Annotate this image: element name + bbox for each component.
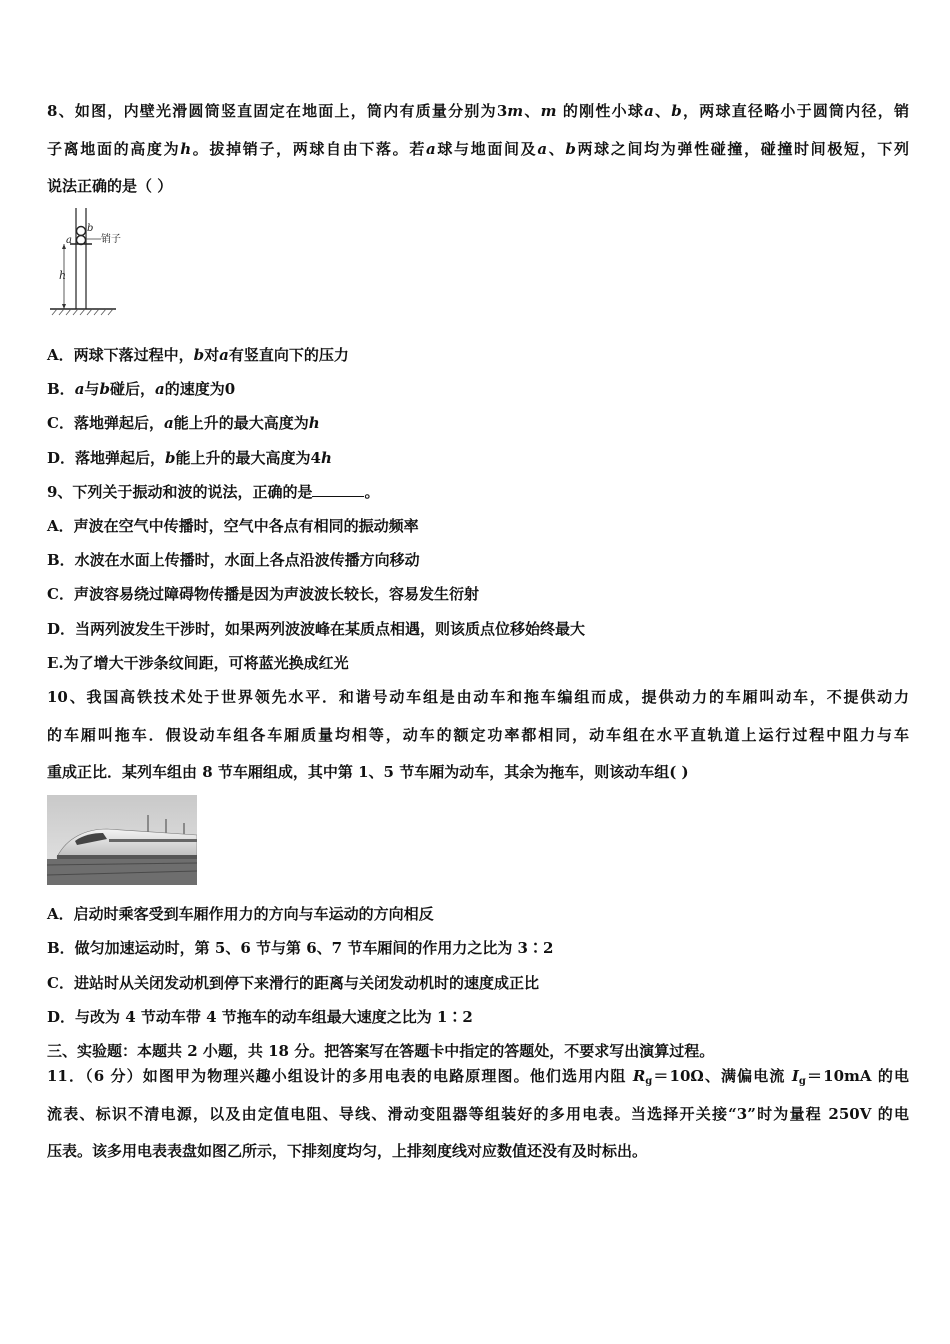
q11-stem-line3: 压表。该多用电表表盘如图乙所示，下排刻度均匀，上排刻度线对应数值还没有及时标出。: [47, 1142, 648, 1160]
q10-option-c: C．进站时从关闭发动机到停下来滑行的距离与关闭发动机时的速度成正比: [47, 974, 539, 992]
q10-option-a: A．启动时乘客受到车厢作用力的方向与车运动的方向相反: [47, 905, 434, 923]
q10-stem-line1: 10、我国高铁技术处于世界领先水平．和谐号动车组是由动车和拖车编组而成，提供动力的车厢叫动车，不提供动力: [47, 688, 909, 706]
q10-option-b: B．做匀加速运动时，第 5、6 节与第 6、7 节车厢间的作用力之比为 3∶2: [47, 939, 554, 957]
q8-option-b: B．a与b碰后，a的速度为0: [47, 380, 236, 398]
q9-option-b: B．水波在水面上传播时，水面上各点沿波传播方向移动: [47, 551, 420, 569]
q8-option-c: C．落地弹起后，a能上升的最大高度为h: [47, 414, 320, 432]
label-a: a: [66, 235, 72, 246]
q11-stem-line1: 11．（6 分）如图甲为物理兴趣小组设计的多用电表的电路原理图。他们选用内阻 $R_g=10\Omega$、满偏电流 $I_g=10mA$ 的电: [47, 1067, 909, 1087]
ball-a: [77, 236, 86, 245]
q10-option-d: D．与改为 4 节动车带 4 节拖车的动车组最大速度之比为 1∶2: [47, 1008, 473, 1026]
q8-stem-line3: 说法正确的是（ ）: [47, 177, 173, 195]
q8-option-a: A．两球下落过程中，b对a有竖直向下的压力: [47, 346, 349, 364]
q8-option-d: D．落地弹起后，b能上升的最大高度为4h: [47, 449, 332, 467]
q8-cylinder-figure: [46, 205, 122, 323]
section3-heading: 三、实验题：本题共 2 小题，共 18 分。把答案写在答题卡中指定的答题处，不要求写出演算过程。: [47, 1042, 715, 1060]
q8-stem-line1: 8、如图，内壁光滑圆筒竖直固定在地面上，筒内有质量分别为3m、m 的刚性小球a、b，两球直径略小于圆筒内径，销: [47, 102, 909, 120]
q11-stem-line2: 流表、标识不清电源，以及由定值电阻、导线、滑动变阻器等组装好的多用电表。当选择开关接“3”时为量程 250V 的电: [47, 1105, 909, 1123]
q9-option-a: A．声波在空气中传播时，空气中各点有相同的振动频率: [47, 517, 419, 535]
label-b: b: [87, 223, 94, 234]
q10-stem-line2: 的车厢叫拖车．假设动车组各车厢质量均相等，动车的额定功率都相同，动车组在水平直轨道上运行过程中阻力与车: [47, 726, 909, 744]
ball-b: [77, 227, 86, 236]
answer-blank: [312, 482, 364, 497]
high-speed-train-photo: [47, 795, 197, 885]
q9-option-e: E.为了增大干涉条纹间距，可将蓝光换成红光: [47, 654, 349, 672]
q9-option-c: C．声波容易绕过障碍物传播是因为声波波长较长，容易发生衍射: [47, 585, 479, 603]
q8-stem-line2: 子离地面的高度为h。拔掉销子，两球自由下落。若a球与地面间及a、b两球之间均为弹性碰撞，碰撞时间极短，下列: [47, 140, 909, 158]
label-pin: 销子: [101, 234, 121, 245]
q9-option-d: D．当两列波发生干涉时，如果两列波波峰在某质点相遇，则该质点位移始终最大: [47, 620, 586, 638]
label-h: h: [59, 269, 67, 282]
q10-stem-line3: 重成正比．某列车组由 8 节车厢组成，其中第 1、5 节车厢为动车，其余为拖车，则该动车组( ): [47, 763, 689, 781]
q9-stem: 9、下列关于振动和波的说法，正确的是 。: [47, 483, 380, 501]
